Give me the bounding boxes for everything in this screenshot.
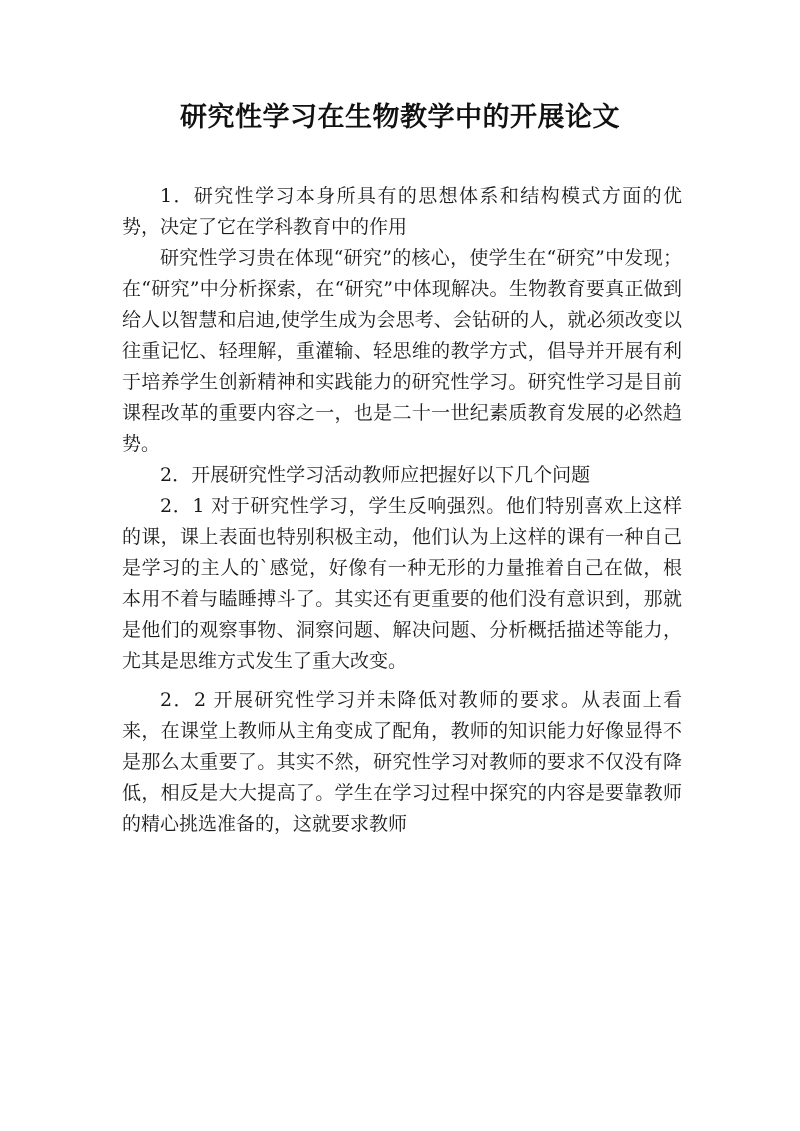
paragraph-section-2-2: 2．2 开展研究性学习并未降低对教师的要求。从表面上看来，在课堂上教师从主角变成了配角，教师的知识能力好像显得不是那么太重要了。其实不然，研究性学习对教师的要求不仅没有降低，相反是大大提高了。学生在学习过程中探究的内容是要靠教师的精心挑选准备的，这就要求教师: [122, 689, 682, 835]
paragraph-section-2-1: 2．1 对于研究性学习，学生反响强烈。他们特别喜欢上这样的课，课上表面也特别积极主动，他们认为上这样的课有一种自己是学习的主人的`感觉，好像有一种无形的力量推着自己在做，根本用不着与瞌睡搏斗了。其实还有更重要的他们没有意识到，那就是他们的观察事物、洞察问题、解决问题、分析概括描述等能力，尤其是思维方式发生了重大改变。: [122, 495, 682, 672]
paragraph-section-1-body: 研究性学习贵在体现“研究”的核心，使学生在“研究”中发现；在“研究”中分析探索，在“研究”中体现解决。生物教育要真正做到给人以智慧和启迪,使学生成为会思考、会钻研的人，就必须改变以往重记忆、轻理解，重灌输、轻思维的教学方式，倡导并开展有利于培养学生创新精神和实践能力的研究性学习。研究性学习是目前课程改革的重要内容之一，也是二十一世纪素质教育发展的必然趋势。: [122, 247, 682, 455]
document-body: [122, 181, 682, 840]
paragraph-section-2-heading: 2．开展研究性学习活动教师应把握好以下几个问题: [160, 464, 591, 486]
paragraph-section-1-heading: 1．研究性学习本身所具有的思想体系和结构模式方面的优势，决定了它在学科教育中的作用: [122, 185, 682, 238]
document-title: 研究性学习在生物教学中的开展论文: [180, 102, 620, 133]
